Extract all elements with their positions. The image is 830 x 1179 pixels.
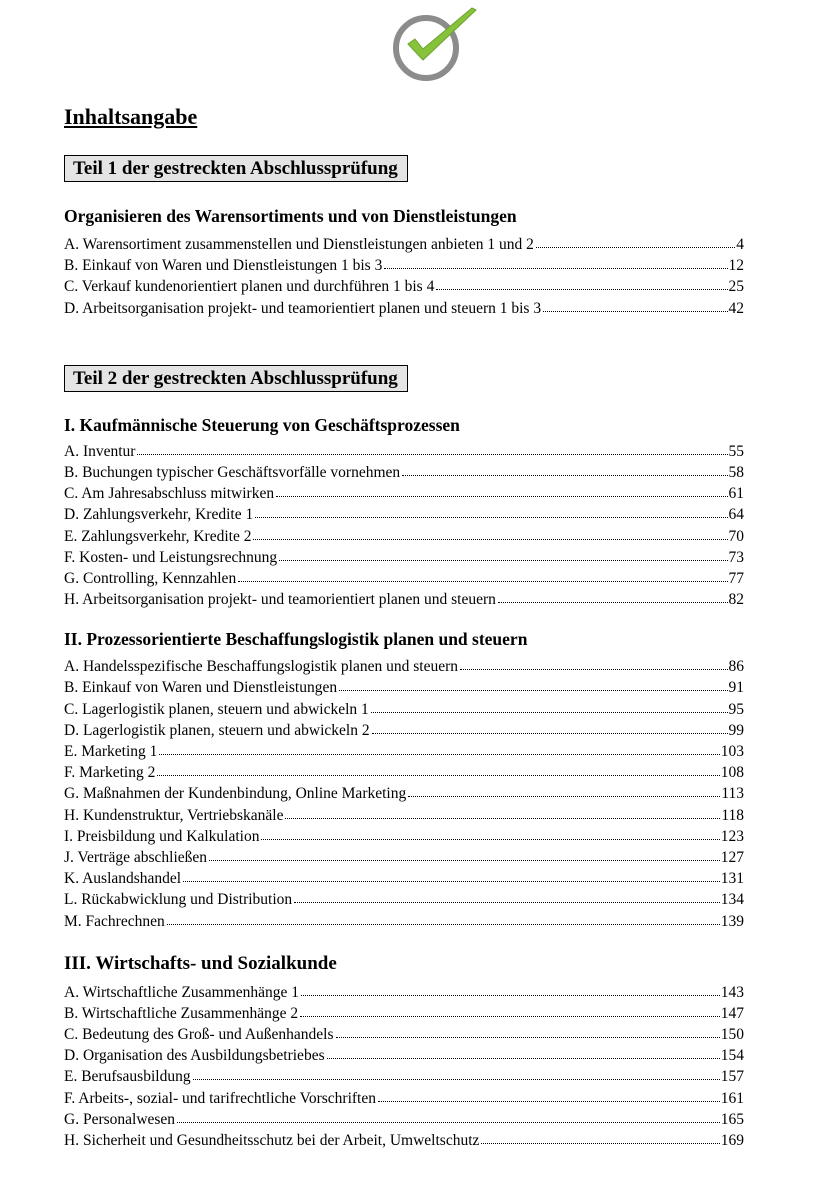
toc-entry-text: L. Rückabwicklung und Distribution xyxy=(64,891,293,909)
toc-entry-text: C. Am Jahresabschluss mitwirken xyxy=(64,485,275,503)
toc-entry-page: 42 xyxy=(728,299,744,317)
toc-entry-page: 103 xyxy=(720,743,744,760)
toc-entry-text: E. Berufsausbildung xyxy=(64,1068,191,1086)
toc-entry-text: G. Maßnahmen der Kundenbindung, Online Marketing xyxy=(64,785,407,803)
section-title: III. Wirtschafts- und Sozialkunde xyxy=(64,952,337,974)
toc-entry[interactable] xyxy=(64,677,744,698)
toc-entry-text: F. Marketing 2 xyxy=(64,764,156,782)
dot-leader xyxy=(279,560,727,561)
part1-heading: Teil 1 der gestreckten Abschlussprüfung xyxy=(64,155,408,182)
toc-entry[interactable] xyxy=(64,847,744,868)
toc-entry-page: 12 xyxy=(728,257,744,275)
dot-leader xyxy=(253,539,727,540)
toc-entry[interactable] xyxy=(64,741,744,762)
dot-leader xyxy=(481,1143,719,1144)
dot-leader xyxy=(301,995,720,996)
toc-entry-text: D. Organisation des Ausbildungsbetriebes xyxy=(64,1047,325,1065)
dot-leader xyxy=(159,754,719,755)
toc-entry-text: E. Marketing 1 xyxy=(64,743,158,760)
toc-entry[interactable] xyxy=(64,504,744,525)
toc-entry-page: 113 xyxy=(721,785,744,803)
dot-leader xyxy=(327,1058,720,1059)
dot-leader xyxy=(261,839,719,840)
toc-entry[interactable] xyxy=(64,1024,744,1045)
toc-entry[interactable] xyxy=(64,783,744,804)
toc-entry-page: 86 xyxy=(728,658,744,676)
dot-leader xyxy=(339,690,727,691)
toc-entry[interactable] xyxy=(64,1088,744,1109)
toc-entry[interactable] xyxy=(64,298,744,319)
toc-entry[interactable] xyxy=(64,462,744,483)
toc-entry-page: 165 xyxy=(720,1110,744,1128)
entry-list xyxy=(64,441,744,611)
dot-leader xyxy=(371,712,728,713)
toc-entry[interactable] xyxy=(64,982,744,1003)
dot-leader xyxy=(498,602,728,603)
section-title: I. Kaufmännische Steuerung von Geschäftsprozessen xyxy=(64,414,460,435)
toc-entry[interactable] xyxy=(64,762,744,783)
toc-entry[interactable] xyxy=(64,1130,744,1151)
toc-entry[interactable] xyxy=(64,547,744,568)
toc-entry[interactable] xyxy=(64,889,744,910)
dot-leader xyxy=(255,517,727,518)
toc-entry-text: H. Sicherheit und Gesundheitsschutz bei der Arbeit, Umweltschutz xyxy=(64,1132,480,1149)
toc-entry[interactable] xyxy=(64,255,744,276)
toc-entry[interactable] xyxy=(64,1066,744,1087)
toc-entry-page: 64 xyxy=(728,506,744,524)
toc-entry-page: 108 xyxy=(720,764,744,782)
toc-entry-page: 58 xyxy=(728,463,744,481)
toc-entry-page: 61 xyxy=(728,485,744,503)
dot-leader xyxy=(177,1122,720,1123)
dot-leader xyxy=(157,775,719,776)
toc-entry-text: G. Personalwesen xyxy=(64,1110,176,1128)
dot-leader xyxy=(209,860,720,861)
toc-entry-text: G. Controlling, Kennzahlen xyxy=(64,569,237,587)
toc-entry[interactable] xyxy=(64,1109,744,1130)
entry-list xyxy=(64,982,744,1152)
toc-entry[interactable] xyxy=(64,441,744,462)
dot-leader xyxy=(543,311,727,312)
toc-entry-text: F. Kosten- und Leistungsrechnung xyxy=(64,548,278,566)
dot-leader xyxy=(300,1016,720,1017)
dot-leader xyxy=(378,1101,720,1102)
toc-entry-text: B. Einkauf von Waren und Dienstleistungen xyxy=(64,679,338,697)
section-wirtschafts-sozialkunde xyxy=(64,953,744,1152)
toc-entry-page: 95 xyxy=(728,700,744,718)
toc-entry-page: 4 xyxy=(736,236,744,253)
toc-entry[interactable] xyxy=(64,805,744,826)
toc-entry-page: 118 xyxy=(721,806,744,824)
section-kaufmaennische-steuerung xyxy=(64,414,744,611)
dot-leader xyxy=(238,581,727,582)
toc-entry-page: 143 xyxy=(720,983,744,1001)
dot-leader xyxy=(294,902,720,903)
toc-entry[interactable] xyxy=(64,1003,744,1024)
dot-leader xyxy=(536,247,735,248)
dot-leader xyxy=(276,496,727,497)
dot-leader xyxy=(167,924,720,925)
dot-leader xyxy=(402,475,727,476)
toc-entry[interactable] xyxy=(64,868,744,889)
section-title: Organisieren des Warensortiments und von Dienstleistungen xyxy=(64,206,517,226)
toc-entry-page: 127 xyxy=(720,848,744,866)
toc-entry-text: I. Preisbildung und Kalkulation xyxy=(64,827,260,845)
toc-entry-page: 99 xyxy=(728,721,744,739)
toc-entry-text: A. Wirtschaftliche Zusammenhänge 1 xyxy=(64,983,299,1001)
toc-entry-page: 91 xyxy=(728,679,744,697)
toc-entry-page: 147 xyxy=(720,1004,744,1022)
toc-entry-text: D. Arbeitsorganisation projekt- und teamorientiert planen und steuern 1 bis 3 xyxy=(64,299,542,317)
toc-entry-text: A. Handelsspezifische Beschaffungslogistik planen und steuern xyxy=(64,658,459,676)
toc-entry-page: 131 xyxy=(720,870,744,888)
toc-entry[interactable] xyxy=(64,526,744,547)
toc-entry-page: 77 xyxy=(728,569,744,587)
dot-leader xyxy=(285,818,720,819)
toc-entry-text: M. Fachrechnen xyxy=(64,912,165,930)
toc-entry-page: 154 xyxy=(720,1047,744,1065)
toc-entry[interactable] xyxy=(64,656,744,677)
dot-leader xyxy=(193,1079,720,1080)
toc-entry-page: 139 xyxy=(720,912,744,930)
green-checkmark-icon xyxy=(388,4,480,82)
toc-entry-text: H. Arbeitsorganisation projekt- und teamorientiert planen und steuern xyxy=(64,591,496,609)
toc-entry-page: 169 xyxy=(720,1132,744,1149)
part2-heading: Teil 2 der gestreckten Abschlussprüfung xyxy=(64,365,408,392)
toc-entry-page: 150 xyxy=(720,1026,744,1044)
toc-entry-text: C. Bedeutung des Groß- und Außenhandels xyxy=(64,1026,334,1044)
dot-leader xyxy=(436,289,727,290)
toc-entry-text: E. Zahlungsverkehr, Kredite 2 xyxy=(64,527,252,545)
toc-entry-page: 25 xyxy=(728,278,744,296)
section-beschaffungslogistik xyxy=(64,628,744,931)
toc-entry-text: H. Kundenstruktur, Vertriebskanäle xyxy=(64,806,284,824)
dot-leader xyxy=(460,669,727,670)
toc-entry-page: 82 xyxy=(728,591,744,609)
page-title: Inhaltsangabe xyxy=(64,104,198,129)
toc-entry-text: C. Verkauf kundenorientiert planen und durchführen 1 bis 4 xyxy=(64,278,435,296)
toc-entry[interactable] xyxy=(64,1045,744,1066)
toc-entry[interactable] xyxy=(64,589,744,610)
table-of-contents xyxy=(64,102,744,1151)
toc-entry[interactable] xyxy=(64,699,744,720)
toc-entry-page: 157 xyxy=(720,1068,744,1086)
toc-entry-text: B. Einkauf von Waren und Dienstleistungen 1 bis 3 xyxy=(64,257,383,275)
toc-entry-text: A. Inventur xyxy=(64,442,136,460)
toc-entry-text: F. Arbeits-, sozial- und tarifrechtliche Vorschriften xyxy=(64,1089,376,1107)
toc-entry-text: K. Auslandshandel xyxy=(64,870,182,888)
section-warensortiment xyxy=(64,205,744,319)
entry-list xyxy=(64,234,744,319)
toc-entry-page: 70 xyxy=(728,527,744,545)
toc-entry[interactable] xyxy=(64,826,744,847)
toc-entry-text: C. Lagerlogistik planen, steuern und abwickeln 1 xyxy=(64,700,369,718)
toc-entry-page: 73 xyxy=(728,548,744,566)
toc-entry[interactable] xyxy=(64,911,744,932)
toc-entry-page: 161 xyxy=(720,1089,744,1107)
entry-list xyxy=(64,656,744,931)
dot-leader xyxy=(137,454,727,455)
toc-entry-text: D. Lagerlogistik planen, steuern und abwickeln 2 xyxy=(64,721,370,739)
dot-leader xyxy=(336,1037,720,1038)
dot-leader xyxy=(183,881,720,882)
part2-block xyxy=(64,365,744,392)
toc-entry-page: 134 xyxy=(720,891,744,909)
toc-entry[interactable] xyxy=(64,720,744,741)
toc-entry-text: B. Buchungen typischer Geschäftsvorfälle vornehmen xyxy=(64,463,401,481)
toc-entry-text: D. Zahlungsverkehr, Kredite 1 xyxy=(64,506,254,524)
part1-block xyxy=(64,155,744,182)
toc-entry-page: 55 xyxy=(728,442,744,460)
toc-entry[interactable] xyxy=(64,234,744,255)
toc-entry[interactable] xyxy=(64,568,744,589)
dot-leader xyxy=(408,796,720,797)
toc-entry[interactable] xyxy=(64,276,744,297)
toc-entry[interactable] xyxy=(64,483,744,504)
toc-entry-page: 123 xyxy=(720,827,744,845)
toc-entry-text: A. Warensortiment zusammenstellen und Dienstleistungen anbieten 1 und 2 xyxy=(64,236,534,253)
dot-leader xyxy=(372,733,728,734)
dot-leader xyxy=(384,268,727,269)
toc-entry-text: J. Verträge abschließen xyxy=(64,848,208,866)
toc-entry-text: B. Wirtschaftliche Zusammenhänge 2 xyxy=(64,1004,299,1022)
section-title: II. Prozessorientierte Beschaffungslogistik planen und steuern xyxy=(64,629,528,650)
